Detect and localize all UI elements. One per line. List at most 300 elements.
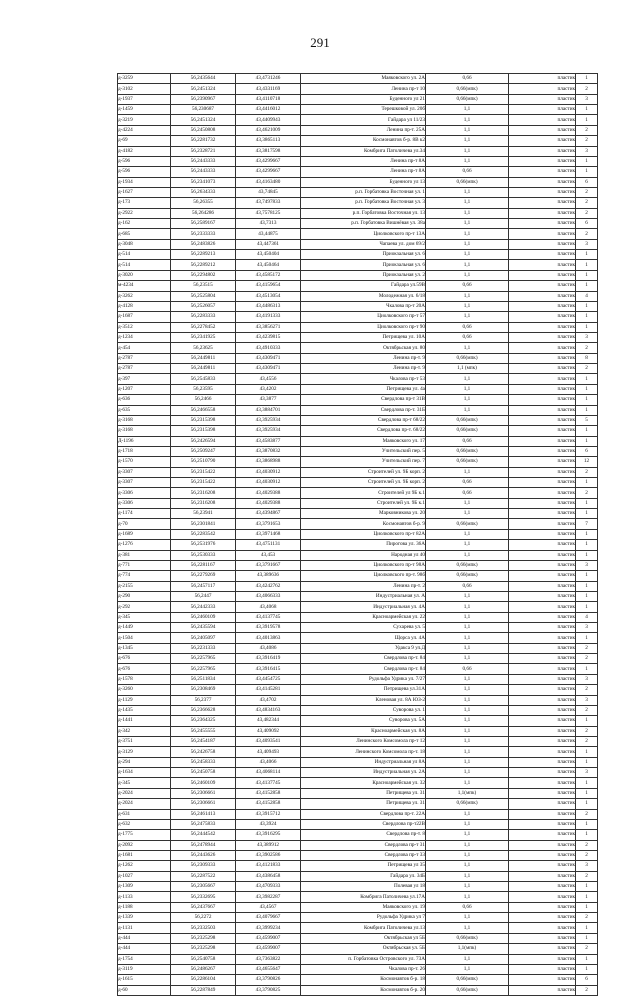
longitude-cell: 43,4163480	[236, 177, 301, 187]
latitude-cell: 56,2451324	[171, 115, 236, 125]
longitude-cell: 43,4709333	[236, 882, 301, 892]
table-row	[118, 716, 598, 726]
table-row	[118, 405, 598, 415]
site-id-cell: д-2787	[118, 364, 171, 374]
address-cell: Строителей ул 9Б к.1	[301, 488, 426, 498]
latitude-cell: 56,2461413	[171, 809, 236, 819]
table-row	[118, 74, 598, 84]
address-cell: Суворова ул. 1	[301, 705, 426, 715]
longitude-cell: 43,4093541	[236, 737, 301, 747]
quantity-cell: 2	[576, 229, 598, 239]
longitude-cell: 43,7363822	[236, 954, 301, 964]
site-id-cell: д-2024	[118, 799, 171, 809]
quantity-cell: 2	[576, 944, 598, 954]
longitude-cell: 43,4409943	[236, 115, 301, 125]
table-row	[118, 488, 598, 498]
material-cell: пластик	[509, 664, 576, 674]
volume-cell: 1,1	[426, 115, 509, 125]
material-cell: пластик	[509, 509, 576, 519]
quantity-cell: 1	[576, 250, 598, 260]
site-id-cell: д-632	[118, 819, 171, 829]
material-cell: пластик	[509, 74, 576, 84]
table-row	[118, 457, 598, 467]
latitude-cell: 56,2257965	[171, 664, 236, 674]
address-cell: Свердлова пр-т. 84	[301, 654, 426, 664]
table-row	[118, 198, 598, 208]
volume-cell: 1,1	[426, 674, 509, 684]
quantity-cell: 1	[576, 540, 598, 550]
material-cell: пластик	[509, 457, 576, 467]
longitude-cell: 43,3916415	[236, 664, 301, 674]
volume-cell: 1,1	[426, 291, 509, 301]
material-cell: пластик	[509, 498, 576, 508]
address-cell: Свердлова пр-т. 8	[301, 830, 426, 840]
site-id-cell: д-3306	[118, 488, 171, 498]
address-cell: Чкалова пр-т 53	[301, 374, 426, 384]
table-row	[118, 788, 598, 798]
site-id-cell: д-2787	[118, 353, 171, 363]
volume-cell: 1,1	[426, 374, 509, 384]
table-row	[118, 633, 598, 643]
longitude-cell: 43,4731246	[236, 74, 301, 84]
volume-cell: 0,66	[426, 332, 509, 342]
volume-cell: 1,1	[426, 405, 509, 415]
table-row	[118, 975, 598, 985]
volume-cell: 1,1	[426, 757, 509, 767]
table-row	[118, 177, 598, 187]
site-id-cell: д-1681	[118, 850, 171, 860]
latitude-cell: 56,2283333	[171, 312, 236, 322]
volume-cell: 1,1	[426, 529, 509, 539]
quantity-cell: 1	[576, 892, 598, 902]
quantity-cell: 2	[576, 467, 598, 477]
volume-cell: 0,66	[426, 436, 509, 446]
table-row	[118, 219, 598, 229]
table-row	[118, 84, 598, 94]
site-id-cell: д-345	[118, 778, 171, 788]
address-cell: Строителей ул. 9Б к.1	[301, 498, 426, 508]
volume-cell: 1,1	[426, 840, 509, 850]
latitude-cell: 56,2437667	[171, 902, 236, 912]
longitude-cell: 43,3916419	[236, 654, 301, 664]
latitude-cell: 56,2287522	[171, 871, 236, 881]
latitude-cell: 56,2333333	[171, 229, 236, 239]
table-row	[118, 560, 598, 570]
quantity-cell: 1	[576, 74, 598, 84]
table-body	[118, 74, 598, 996]
table-row	[118, 757, 598, 767]
volume-cell: 1,1	[426, 136, 509, 146]
latitude-cell: 56,2390967	[171, 94, 236, 104]
volume-cell: 1,1	[426, 913, 509, 923]
site-id-cell: д-381	[118, 550, 171, 560]
table-row	[118, 384, 598, 394]
quantity-cell: 2	[576, 871, 598, 881]
volume-cell: 0,66(мпк)	[426, 985, 509, 995]
address-cell: Индустриальная ул 8А	[301, 757, 426, 767]
material-cell: пластик	[509, 146, 576, 156]
volume-cell: 1,1	[426, 260, 509, 270]
site-id-cell: д-685	[118, 229, 171, 239]
table-row	[118, 332, 598, 342]
latitude-cell: 56,2458333	[171, 757, 236, 767]
table-row	[118, 415, 598, 425]
latitude-cell: 56,2634333	[171, 187, 236, 197]
site-id-cell: м-4234	[118, 281, 171, 291]
address-cell: Октябрьская ул. 5Б	[301, 944, 426, 954]
volume-cell: 0,66	[426, 74, 509, 84]
site-id-cell: д-1459	[118, 105, 171, 115]
site-id-cell: д-290	[118, 591, 171, 601]
longitude-cell: 43,4331169	[236, 84, 301, 94]
longitude-cell: 43,4599007	[236, 944, 301, 954]
site-id-cell: д-1718	[118, 446, 171, 456]
quantity-cell: 1	[576, 167, 598, 177]
latitude-cell: 56,2316208	[171, 488, 236, 498]
latitude-cell: 56,2405097	[171, 633, 236, 643]
longitude-cell: 43,4202	[236, 384, 301, 394]
material-cell: пластик	[509, 488, 576, 498]
quantity-cell: 2	[576, 198, 598, 208]
address-cell: Ленинского Комсомола пр-т 12	[301, 737, 426, 747]
table-row	[118, 364, 598, 374]
quantity-cell: 2	[576, 208, 598, 218]
material-cell: пластик	[509, 581, 576, 591]
quantity-cell: 2	[576, 654, 598, 664]
table-row	[118, 602, 598, 612]
quantity-cell: 1	[576, 509, 598, 519]
longitude-cell: 43,7578125	[236, 208, 301, 218]
quantity-cell: 1	[576, 964, 598, 974]
material-cell: пластик	[509, 933, 576, 943]
latitude-cell: 56,2444542	[171, 830, 236, 840]
table-row	[118, 301, 598, 311]
table-row	[118, 229, 598, 239]
material-cell: пластик	[509, 353, 576, 363]
latitude-cell: 56,2366628	[171, 705, 236, 715]
site-id-cell: д-1174	[118, 509, 171, 519]
volume-cell: 0,66(мпк)	[426, 84, 509, 94]
latitude-cell: 56,2308469	[171, 685, 236, 695]
volume-cell: 0,66(мпк)	[426, 975, 509, 985]
volume-cell: 0,66	[426, 664, 509, 674]
site-id-cell: д-1131	[118, 923, 171, 933]
material-cell: пластик	[509, 654, 576, 664]
material-cell: пластик	[509, 270, 576, 280]
longitude-cell: 43,3924	[236, 819, 301, 829]
site-id-cell: д-4182	[118, 146, 171, 156]
site-id-cell: д-2922	[118, 208, 171, 218]
longitude-cell: 43,4486313	[236, 301, 301, 311]
table-row	[118, 737, 598, 747]
table-row	[118, 902, 598, 912]
volume-cell: 0,66(мпк)	[426, 446, 509, 456]
address-cell: Учительский пер. 7	[301, 457, 426, 467]
address-cell: Индустриальная ул. 2А	[301, 768, 426, 778]
latitude-cell: 56,2483826	[171, 239, 236, 249]
longitude-cell: 43,4513054	[236, 291, 301, 301]
longitude-cell: 43,450464	[236, 260, 301, 270]
material-cell: пластик	[509, 405, 576, 415]
volume-cell: 1,1	[426, 156, 509, 166]
site-id-cell: д-292	[118, 602, 171, 612]
quantity-cell: 1	[576, 312, 598, 322]
latitude-cell: 56,230687	[171, 105, 236, 115]
site-id-cell: д-1262	[118, 861, 171, 871]
material-cell: пластик	[509, 985, 576, 995]
material-cell: пластик	[509, 540, 576, 550]
latitude-cell: 56,2442333	[171, 602, 236, 612]
table-row	[118, 623, 598, 633]
material-cell: пластик	[509, 84, 576, 94]
longitude-cell: 43,3877	[236, 395, 301, 405]
quantity-cell: 2	[576, 726, 598, 736]
latitude-cell: 56,2231333	[171, 643, 236, 653]
longitude-cell: 43,4068	[236, 602, 301, 612]
latitude-cell: 56,2332695	[171, 892, 236, 902]
quantity-cell: 1	[576, 260, 598, 270]
material-cell: пластик	[509, 239, 576, 249]
latitude-cell: 56,2315422	[171, 467, 236, 477]
table-row	[118, 550, 598, 560]
quantity-cell: 2	[576, 685, 598, 695]
address-cell: Чкалова пр-т. 26	[301, 964, 426, 974]
table-row	[118, 115, 598, 125]
material-cell: пластик	[509, 436, 576, 446]
latitude-cell: 56,2316208	[171, 498, 236, 508]
longitude-cell: 43,4030912	[236, 478, 301, 488]
table-row	[118, 695, 598, 705]
site-id-cell: д-1276	[118, 540, 171, 550]
volume-cell: 0,66	[426, 478, 509, 488]
site-id-cell: д-1207	[118, 384, 171, 394]
volume-cell: 1,1	[426, 705, 509, 715]
material-cell: пластик	[509, 125, 576, 135]
table-row	[118, 674, 598, 684]
material-cell: пластик	[509, 809, 576, 819]
longitude-cell: 43,4152858	[236, 799, 301, 809]
longitude-cell: 43,4416012	[236, 105, 301, 115]
table-row	[118, 581, 598, 591]
address-cell: Свердлова пр-т. 84	[301, 664, 426, 674]
volume-cell: 1,1	[426, 239, 509, 249]
longitude-cell: 43,3902586	[236, 850, 301, 860]
volume-cell: 0,66(мпк)	[426, 933, 509, 943]
longitude-cell: 43,4834163	[236, 705, 301, 715]
table-row	[118, 985, 598, 995]
site-id-cell: д-342	[118, 726, 171, 736]
material-cell: пластик	[509, 882, 576, 892]
address-cell: Буденного ул 13	[301, 177, 426, 187]
site-id-cell: д-3119	[118, 964, 171, 974]
latitude-cell: 56,2525804	[171, 291, 236, 301]
address-cell: р.п. Горбатовка Восточная ул. 1	[301, 187, 426, 197]
volume-cell: 1,1	[426, 685, 509, 695]
volume-cell: 0,66	[426, 167, 509, 177]
volume-cell: 1,1	[426, 737, 509, 747]
table-row	[118, 291, 598, 301]
address-cell: Народная ул 40	[301, 550, 426, 560]
address-cell: Петрищева ул 35	[301, 861, 426, 871]
table-row	[118, 540, 598, 550]
table-row	[118, 187, 598, 197]
latitude-cell: 56,2341925	[171, 332, 236, 342]
longitude-cell: 43,3925934	[236, 415, 301, 425]
address-cell: Удакса 9 ул.Д	[301, 643, 426, 653]
quantity-cell: 12	[576, 457, 598, 467]
site-id-cell: д-454	[118, 343, 171, 353]
quantity-cell: 2	[576, 125, 598, 135]
address-cell: Щорса ул. 4А	[301, 633, 426, 643]
volume-cell: 0,66(мпк)	[426, 426, 509, 436]
site-id-cell: д-1129	[118, 695, 171, 705]
longitude-cell: 43,4394867	[236, 509, 301, 519]
latitude-cell: 56,2306661	[171, 799, 236, 809]
table-row	[118, 840, 598, 850]
address-cell: Комбрига Патоличева ул.17А	[301, 892, 426, 902]
volume-cell: 1,1	[426, 819, 509, 829]
material-cell: пластик	[509, 156, 576, 166]
table-row	[118, 643, 598, 653]
address-cell: Петрищева ул.31А	[301, 685, 426, 695]
volume-cell: 1,1	[426, 384, 509, 394]
latitude-cell: 56,2328721	[171, 146, 236, 156]
quantity-cell: 1	[576, 498, 598, 508]
quantity-cell: 1	[576, 664, 598, 674]
address-cell: Гайдара ул.59В	[301, 281, 426, 291]
address-cell: Свердлова пр-т 31В	[301, 395, 426, 405]
site-id-cell: д-3219	[118, 115, 171, 125]
material-cell: пластик	[509, 643, 576, 653]
longitude-cell: 43,74845	[236, 187, 301, 197]
material-cell: пластик	[509, 229, 576, 239]
table-row	[118, 726, 598, 736]
volume-cell: 0,66	[426, 581, 509, 591]
address-cell: Петрищева ул. 10А	[301, 332, 426, 342]
quantity-cell: 1	[576, 156, 598, 166]
site-id-cell: д-676	[118, 654, 171, 664]
table-row	[118, 964, 598, 974]
site-id-cell: д-3751	[118, 737, 171, 747]
volume-cell: 1,1	[426, 229, 509, 239]
table-row	[118, 374, 598, 384]
table-row	[118, 664, 598, 674]
table-row	[118, 933, 598, 943]
quantity-cell: 1	[576, 747, 598, 757]
table-row	[118, 799, 598, 809]
quantity-cell: 1	[576, 426, 598, 436]
volume-cell: 1,1(мпк)	[426, 788, 509, 798]
quantity-cell: 1	[576, 933, 598, 943]
address-cell: Циолковского пр-т 57	[301, 312, 426, 322]
quantity-cell: 1	[576, 902, 598, 912]
site-id-cell: д-3102	[118, 84, 171, 94]
table-row	[118, 312, 598, 322]
latitude-cell: 56,2466	[171, 395, 236, 405]
table-row	[118, 913, 598, 923]
volume-cell: 1,1	[426, 343, 509, 353]
volume-cell: 1,1	[426, 643, 509, 653]
longitude-cell: 43,4583877	[236, 436, 301, 446]
volume-cell: 0,66	[426, 281, 509, 291]
address-cell: Строителей ул. 9Б корп. 2	[301, 467, 426, 477]
site-id-cell: д-3306	[118, 498, 171, 508]
latitude-cell: 56,2530333	[171, 550, 236, 560]
latitude-cell: 56,2278452	[171, 322, 236, 332]
address-cell: Петрищева ул. 4а	[301, 384, 426, 394]
address-cell: Петрищева ул. 31	[301, 788, 426, 798]
table-row	[118, 591, 598, 601]
latitude-cell: 56,2281167	[171, 560, 236, 570]
latitude-cell: 56,2279269	[171, 571, 236, 581]
longitude-cell: 43,4567	[236, 902, 301, 912]
site-id-cell: д-1687	[118, 312, 171, 322]
volume-cell: 1,1	[426, 187, 509, 197]
table-row	[118, 208, 598, 218]
quantity-cell: 1	[576, 395, 598, 405]
volume-cell: 0,66	[426, 902, 509, 912]
material-cell: пластик	[509, 301, 576, 311]
table-row	[118, 923, 598, 933]
material-cell: пластик	[509, 902, 576, 912]
address-cell: Ленина пр-т. 9	[301, 364, 426, 374]
longitude-cell: 43,4137745	[236, 778, 301, 788]
quantity-cell: 6	[576, 177, 598, 187]
longitude-cell: 43,3865113	[236, 136, 301, 146]
latitude-cell: 56,2315422	[171, 478, 236, 488]
latitude-cell: 56,2531976	[171, 540, 236, 550]
address-cell: Индустриальная ул. А	[301, 591, 426, 601]
site-id-cell: д-1504	[118, 633, 171, 643]
volume-cell: 1,1	[426, 612, 509, 622]
quantity-cell: 1	[576, 478, 598, 488]
quantity-cell: 1	[576, 405, 598, 415]
address-cell: Ленина пр-т. 25А	[301, 125, 426, 135]
address-cell: Свердлова пр-т. 22А	[301, 809, 426, 819]
quantity-cell: 1	[576, 954, 598, 964]
address-cell: Космонавтов б-р. 9	[301, 519, 426, 529]
longitude-cell: 43,4621009	[236, 125, 301, 135]
address-cell: Свердлова пр-т. 31Б	[301, 405, 426, 415]
quantity-cell: 2	[576, 913, 598, 923]
volume-cell: 1,1	[426, 892, 509, 902]
site-id-cell: д-3129	[118, 747, 171, 757]
quantity-cell: 2	[576, 187, 598, 197]
material-cell: пластик	[509, 167, 576, 177]
site-id-cell: д-1570	[118, 457, 171, 467]
site-id-cell: д-294	[118, 757, 171, 767]
latitude-cell: 56,2540758	[171, 954, 236, 964]
longitude-cell: 43,4309471	[236, 364, 301, 374]
quantity-cell: 1	[576, 757, 598, 767]
address-cell: Ленина пр-т 8А	[301, 167, 426, 177]
address-cell: Ленинского Комсомола пр-т. 18	[301, 747, 426, 757]
material-cell: пластик	[509, 747, 576, 757]
address-cell: Свердлова пр-т 31	[301, 840, 426, 850]
longitude-cell: 43,4599007	[236, 933, 301, 943]
address-cell: Красноармейская ул. 32	[301, 778, 426, 788]
site-id-cell: д-635	[118, 405, 171, 415]
latitude-cell: 56,2447	[171, 591, 236, 601]
longitude-cell: 43,3856271	[236, 322, 301, 332]
material-cell: пластик	[509, 623, 576, 633]
volume-cell: 0,66	[426, 322, 509, 332]
volume-cell: 1,1	[426, 623, 509, 633]
longitude-cell: 43,4556	[236, 374, 301, 384]
site-id-cell: д-1345	[118, 643, 171, 653]
quantity-cell: 1	[576, 281, 598, 291]
latitude-cell: 56,23625	[171, 343, 236, 353]
